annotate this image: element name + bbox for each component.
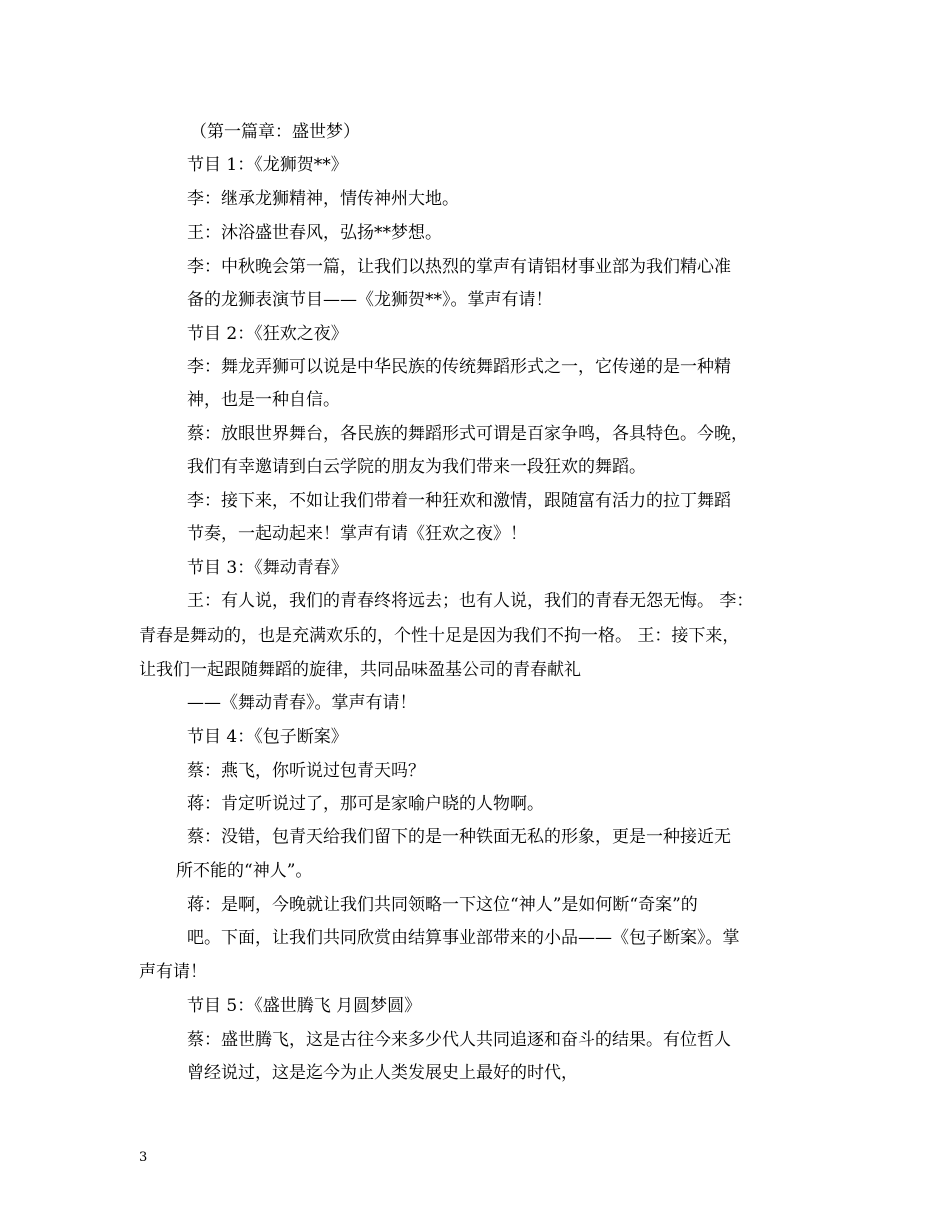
dialogue-line: 声有请！ [139, 962, 207, 982]
dialogue-line: 蔡：盛世腾飞，这是古往今来多少代人共同追逐和奋斗的结果。有位哲人 [187, 1030, 731, 1050]
dialogue-line: 节奏，一起动起来！掌声有请《狂欢之夜》！ [187, 524, 527, 544]
dialogue-line: 我们有幸邀请到白云学院的朋友为我们带来一段狂欢的舞蹈。 [187, 457, 646, 477]
dialogue-line: 蔡：燕飞，你听说过包青天吗？ [187, 761, 425, 781]
dialogue-line: 蒋：肯定听说过了，那可是家喻户晓的人物啊。 [187, 794, 544, 814]
dialogue-line: 王：有人说，我们的青春终将远去；也有人说，我们的青春无怨无悔。 李： [187, 591, 754, 611]
dialogue-line: 蔡：没错，包青天给我们留下的是一种铁面无私的形象，更是一种接近无 [187, 827, 731, 847]
dialogue-line: 蔡：放眼世界舞台，各民族的舞蹈形式可谓是百家争鸣，各具特色。今晚， [187, 424, 748, 444]
dialogue-line: 李：继承龙狮精神，情传神州大地。 [187, 189, 459, 209]
dialogue-line: 吧。下面，让我们共同欣赏由结算事业部带来的小品——《包子断案》。掌 [187, 928, 740, 948]
dialogue-line: 曾经说过，这是迄今为止人类发展史上最好的时代， [187, 1063, 578, 1083]
dialogue-line: 让我们一起跟随舞蹈的旋律，共同品味盈基公司的青春献礼 [139, 660, 581, 680]
dialogue-line: 李：舞龙弄狮可以说是中华民族的传统舞蹈形式之一，它传递的是一种精 [187, 357, 731, 377]
page-number: 3 [139, 1150, 148, 1165]
chapter-heading: （第一篇章：盛世梦） [190, 122, 360, 142]
dialogue-line: ——《舞动青春》。掌声有请！ [187, 693, 417, 713]
dialogue-line: 所不能的“神人”。 [176, 861, 313, 881]
dialogue-line: 蒋：是啊，今晚就让我们共同领略一下这位“神人”是如何断“奇案”的 [187, 895, 698, 915]
program-1-title: 节目 1：《龙狮贺**》 [187, 155, 348, 175]
dialogue-line: 李：中秋晚会第一篇，让我们以热烈的掌声有请铝材事业部为我们精心准 [187, 257, 731, 277]
dialogue-line: 神，也是一种自信。 [187, 390, 340, 410]
program-4-title: 节目 4：《包子断案》 [187, 727, 348, 747]
dialogue-line: 李：接下来，不如让我们带着一种狂欢和激情，跟随富有活力的拉丁舞蹈 [187, 491, 731, 511]
program-3-title: 节目 3：《舞动青春》 [187, 558, 348, 578]
program-2-title: 节目 2：《狂欢之夜》 [187, 324, 348, 344]
dialogue-line: 备的龙狮表演节目——《龙狮贺**》。掌声有请！ [187, 290, 553, 310]
dialogue-line: 青春是舞动的，也是充满欢乐的，个性十足是因为我们不拘一格。 王：接下来， [139, 626, 740, 646]
dialogue-line: 王：沐浴盛世春风，弘扬**梦想。 [187, 223, 442, 243]
program-5-title: 节目 5：《盛世腾飞 月圆梦圆》 [187, 996, 422, 1016]
